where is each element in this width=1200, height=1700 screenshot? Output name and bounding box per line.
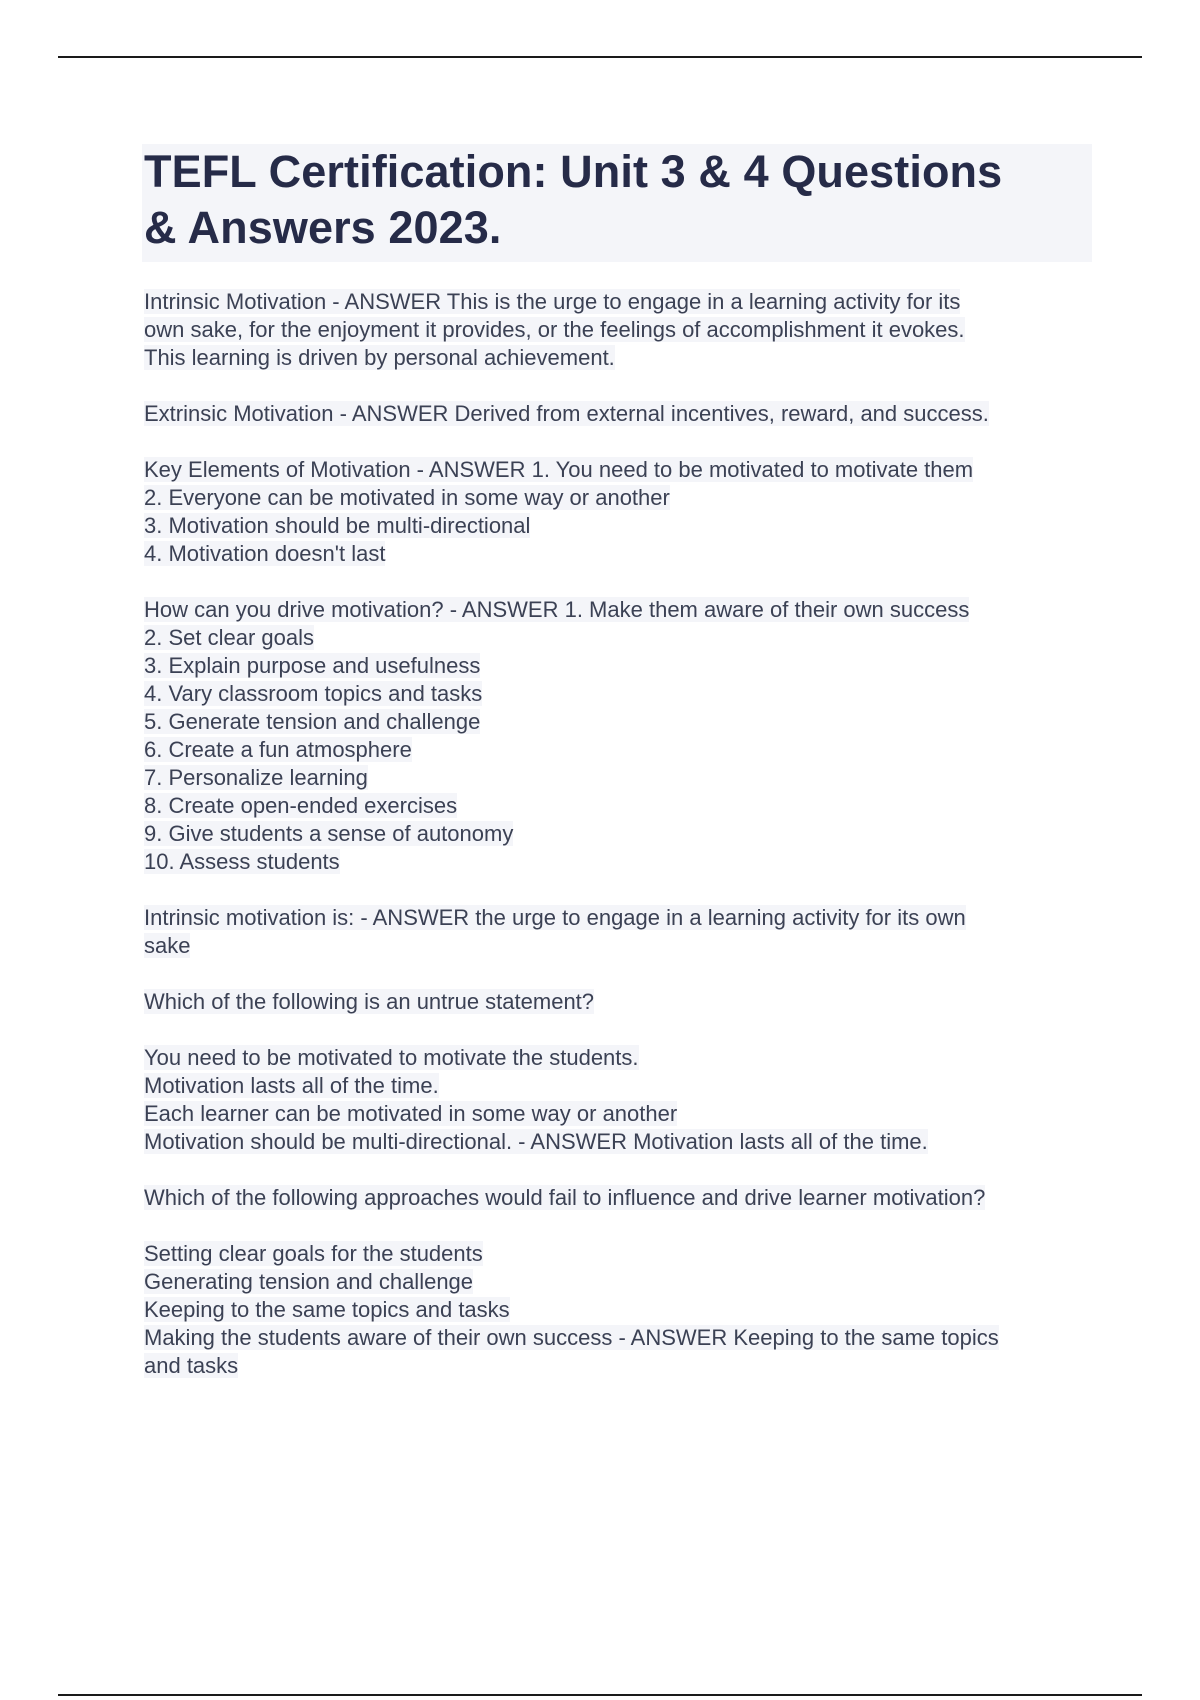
title-line-1: TEFL Certification: Unit 3 & 4 Questions bbox=[144, 146, 1003, 197]
footer-rule bbox=[58, 1694, 1142, 1696]
text-line bbox=[144, 820, 1086, 848]
text-line bbox=[144, 988, 1086, 1016]
text-line bbox=[144, 400, 1086, 428]
text-line bbox=[144, 456, 1086, 484]
text-line-content: own sake, for the enjoyment it provides, or the feelings of accomplishment it evokes. bbox=[144, 317, 965, 342]
text-line bbox=[144, 1240, 1086, 1268]
text-line bbox=[144, 680, 1086, 708]
text-line bbox=[144, 1072, 1086, 1100]
text-line-content: Motivation lasts all of the time. bbox=[144, 1073, 439, 1098]
text-line bbox=[144, 792, 1086, 820]
text-line-content: Intrinsic Motivation - ANSWER This is the urge to engage in a learning activity for its bbox=[144, 289, 961, 314]
text-line bbox=[144, 484, 1086, 512]
text-line-content: Generating tension and challenge bbox=[144, 1269, 474, 1294]
text-line bbox=[144, 1044, 1086, 1072]
text-line-content: This learning is driven by personal achievement. bbox=[144, 345, 615, 370]
qa-block bbox=[144, 1044, 1086, 1156]
title-line-2: & Answers 2023. bbox=[144, 202, 502, 253]
header-rule bbox=[58, 56, 1142, 58]
text-line bbox=[144, 736, 1086, 764]
title-block bbox=[142, 144, 1092, 262]
text-line-content: 9. Give students a sense of autonomy bbox=[144, 821, 514, 846]
text-line-content: 8. Create open-ended exercises bbox=[144, 793, 458, 818]
qa-block bbox=[144, 288, 1086, 372]
text-line bbox=[144, 652, 1086, 680]
text-line-content: sake bbox=[144, 933, 191, 958]
text-line-content: Keeping to the same topics and tasks bbox=[144, 1297, 510, 1322]
text-line-content: Key Elements of Motivation - ANSWER 1. You need to be motivated to motivate them bbox=[144, 457, 974, 482]
text-line-content: 3. Explain purpose and usefulness bbox=[144, 653, 481, 678]
text-line bbox=[144, 344, 1086, 372]
text-line bbox=[144, 1352, 1086, 1380]
document-title bbox=[144, 144, 1084, 256]
text-line bbox=[144, 316, 1086, 344]
text-line-content: Motivation should be multi-directional. - ANSWER Motivation lasts all of the time. bbox=[144, 1129, 928, 1154]
qa-block bbox=[144, 400, 1086, 428]
text-line-content: You need to be motivated to motivate the students. bbox=[144, 1045, 639, 1070]
text-line-content: Each learner can be motivated in some way or another bbox=[144, 1101, 678, 1126]
text-line-content: How can you drive motivation? - ANSWER 1. Make them aware of their own success bbox=[144, 597, 970, 622]
text-line-content: Which of the following is an untrue statement? bbox=[144, 989, 595, 1014]
text-line bbox=[144, 1184, 1086, 1212]
text-line bbox=[144, 708, 1086, 736]
qa-block bbox=[144, 904, 1086, 960]
text-line-content: 4. Vary classroom topics and tasks bbox=[144, 681, 483, 706]
text-line-content: 7. Personalize learning bbox=[144, 765, 368, 790]
text-line bbox=[144, 932, 1086, 960]
text-line bbox=[144, 1100, 1086, 1128]
text-line-content: Setting clear goals for the students bbox=[144, 1241, 483, 1266]
text-line-content: 2. Set clear goals bbox=[144, 625, 314, 650]
text-line bbox=[144, 288, 1086, 316]
qa-list bbox=[144, 288, 1086, 1380]
text-line-content: 2. Everyone can be motivated in some way or another bbox=[144, 485, 670, 510]
text-line-content: Making the students aware of their own success - ANSWER Keeping to the same topics bbox=[144, 1325, 999, 1350]
text-line bbox=[144, 848, 1086, 876]
text-line bbox=[144, 512, 1086, 540]
text-line-content: and tasks bbox=[144, 1353, 239, 1378]
text-line bbox=[144, 1268, 1086, 1296]
text-line bbox=[144, 904, 1086, 932]
qa-block bbox=[144, 1240, 1086, 1380]
text-line-content: 3. Motivation should be multi-directional bbox=[144, 513, 531, 538]
text-line-content: Intrinsic motivation is: - ANSWER the urge to engage in a learning activity for its own bbox=[144, 905, 966, 930]
qa-block bbox=[144, 988, 1086, 1016]
text-line bbox=[144, 1324, 1086, 1352]
text-line-content: 5. Generate tension and challenge bbox=[144, 709, 481, 734]
text-line-content: Which of the following approaches would fail to influence and drive learner motivation? bbox=[144, 1185, 986, 1210]
text-line bbox=[144, 1128, 1086, 1156]
text-line-content: Extrinsic Motivation - ANSWER Derived from external incentives, reward, and success. bbox=[144, 401, 989, 426]
text-line bbox=[144, 624, 1086, 652]
text-line bbox=[144, 596, 1086, 624]
qa-block bbox=[144, 456, 1086, 568]
text-line bbox=[144, 540, 1086, 568]
text-line bbox=[144, 764, 1086, 792]
qa-block bbox=[144, 1184, 1086, 1212]
document-body bbox=[144, 144, 1086, 1408]
qa-block bbox=[144, 596, 1086, 876]
text-line-content: 10. Assess students bbox=[144, 849, 340, 874]
text-line-content: 4. Motivation doesn't last bbox=[144, 541, 386, 566]
text-line bbox=[144, 1296, 1086, 1324]
text-line-content: 6. Create a fun atmosphere bbox=[144, 737, 412, 762]
